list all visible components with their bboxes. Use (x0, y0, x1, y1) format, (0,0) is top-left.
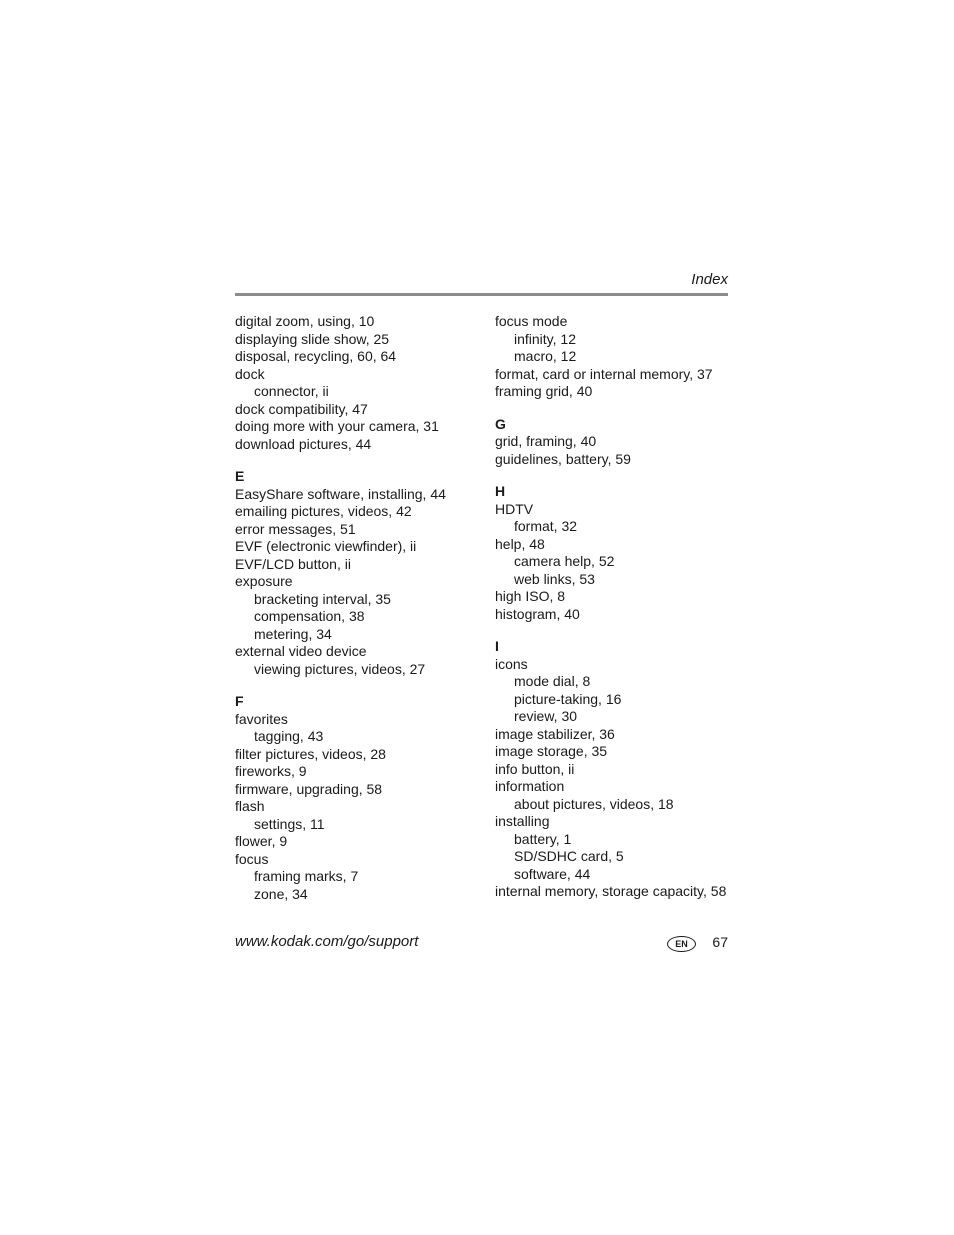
index-entry: histogram, 40 (495, 605, 580, 622)
index-entry: emailing pictures, videos, 42 (235, 503, 412, 519)
index-entry: doing more with your camera, 31 (235, 418, 439, 434)
index-subentry: macro, 12 (514, 348, 577, 364)
index-subentry: metering, 34 (254, 625, 332, 642)
index-subentry: infinity, 12 (514, 330, 576, 347)
index-entry: EVF/LCD button, ii (235, 555, 351, 572)
index-entry: info button, ii (495, 760, 575, 777)
index-entry: focus mode (495, 313, 568, 329)
index-section-letter: F (235, 693, 244, 709)
index-subentry: camera help, 52 (514, 553, 615, 569)
index-subentry: compensation, 38 (254, 608, 365, 624)
index-entry: internal memory, storage capacity, 58 (495, 883, 727, 899)
language-badge: EN (667, 936, 696, 952)
index-entry: disposal, recycling, 60, 64 (235, 348, 397, 364)
index-entry: EVF (electronic viewfinder), ii (235, 538, 417, 554)
index-entry: guidelines, battery, 59 (495, 450, 631, 467)
index-entry: download pictures, 44 (235, 435, 372, 452)
index-entry: favorites (235, 710, 288, 727)
page-number: 67 (712, 934, 728, 950)
index-subentry: bracketing interval, 35 (254, 590, 391, 607)
index-subentry: review, 30 (514, 708, 578, 724)
index-subentry: SD/SDHC card, 5 (514, 848, 624, 864)
index-entry: external video device (235, 643, 367, 659)
index-subentry: battery, 1 (514, 830, 572, 847)
index-entry: high ISO, 8 (495, 588, 566, 604)
index-subentry: connector, ii (254, 383, 329, 399)
index-entry: filter pictures, videos, 28 (235, 745, 386, 762)
index-column-left (235, 313, 485, 903)
index-entry: grid, framing, 40 (495, 433, 597, 449)
index-entry: installing (495, 813, 550, 829)
index-subentry: framing marks, 7 (254, 868, 359, 884)
index-subentry: zone, 34 (254, 885, 308, 902)
running-header-title: Index (691, 271, 728, 288)
index-entry: EasyShare software, installing, 44 (235, 485, 446, 502)
index-subentry: tagging, 43 (254, 728, 324, 744)
index-entry: icons (495, 655, 528, 672)
index-subentry: mode dial, 8 (514, 673, 591, 689)
index-entry: information (495, 778, 565, 794)
index-entry: firmware, upgrading, 58 (235, 780, 383, 797)
index-entry: fireworks, 9 (235, 763, 307, 779)
index-entry: framing grid, 40 (495, 383, 593, 399)
index-entry: flower, 9 (235, 833, 288, 849)
index-subentry: picture-taking, 16 (514, 690, 622, 707)
index-entry: dock (235, 365, 265, 382)
index-entry: help, 48 (495, 535, 545, 552)
index-entry: format, card or internal memory, 37 (495, 365, 713, 382)
support-url: www.kodak.com/go/support (235, 933, 419, 950)
index-entry: exposure (235, 573, 293, 589)
index-entry: error messages, 51 (235, 520, 356, 537)
index-entry: image stabilizer, 36 (495, 725, 615, 742)
index-entry: displaying slide show, 25 (235, 330, 390, 347)
index-subentry: viewing pictures, videos, 27 (254, 660, 426, 677)
index-subentry: format, 32 (514, 518, 578, 534)
index-entry: dock compatibility, 47 (235, 400, 368, 417)
index-section-letter: E (235, 468, 245, 484)
index-entry: digital zoom, using, 10 (235, 313, 375, 329)
index-section-letter: H (495, 483, 506, 499)
index-column-right (495, 313, 735, 901)
index-subentry: web links, 53 (514, 570, 595, 587)
index-subentry: settings, 11 (254, 815, 325, 832)
index-entry: HDTV (495, 500, 534, 517)
index-section-letter: G (495, 415, 506, 432)
index-subentry: about pictures, videos, 18 (514, 795, 674, 812)
index-section-letter: I (495, 638, 499, 654)
index-entry: focus (235, 850, 269, 867)
index-entry: flash (235, 798, 265, 814)
header-divider (235, 293, 728, 296)
index-subentry: software, 44 (514, 865, 591, 882)
index-entry: image storage, 35 (495, 743, 608, 759)
